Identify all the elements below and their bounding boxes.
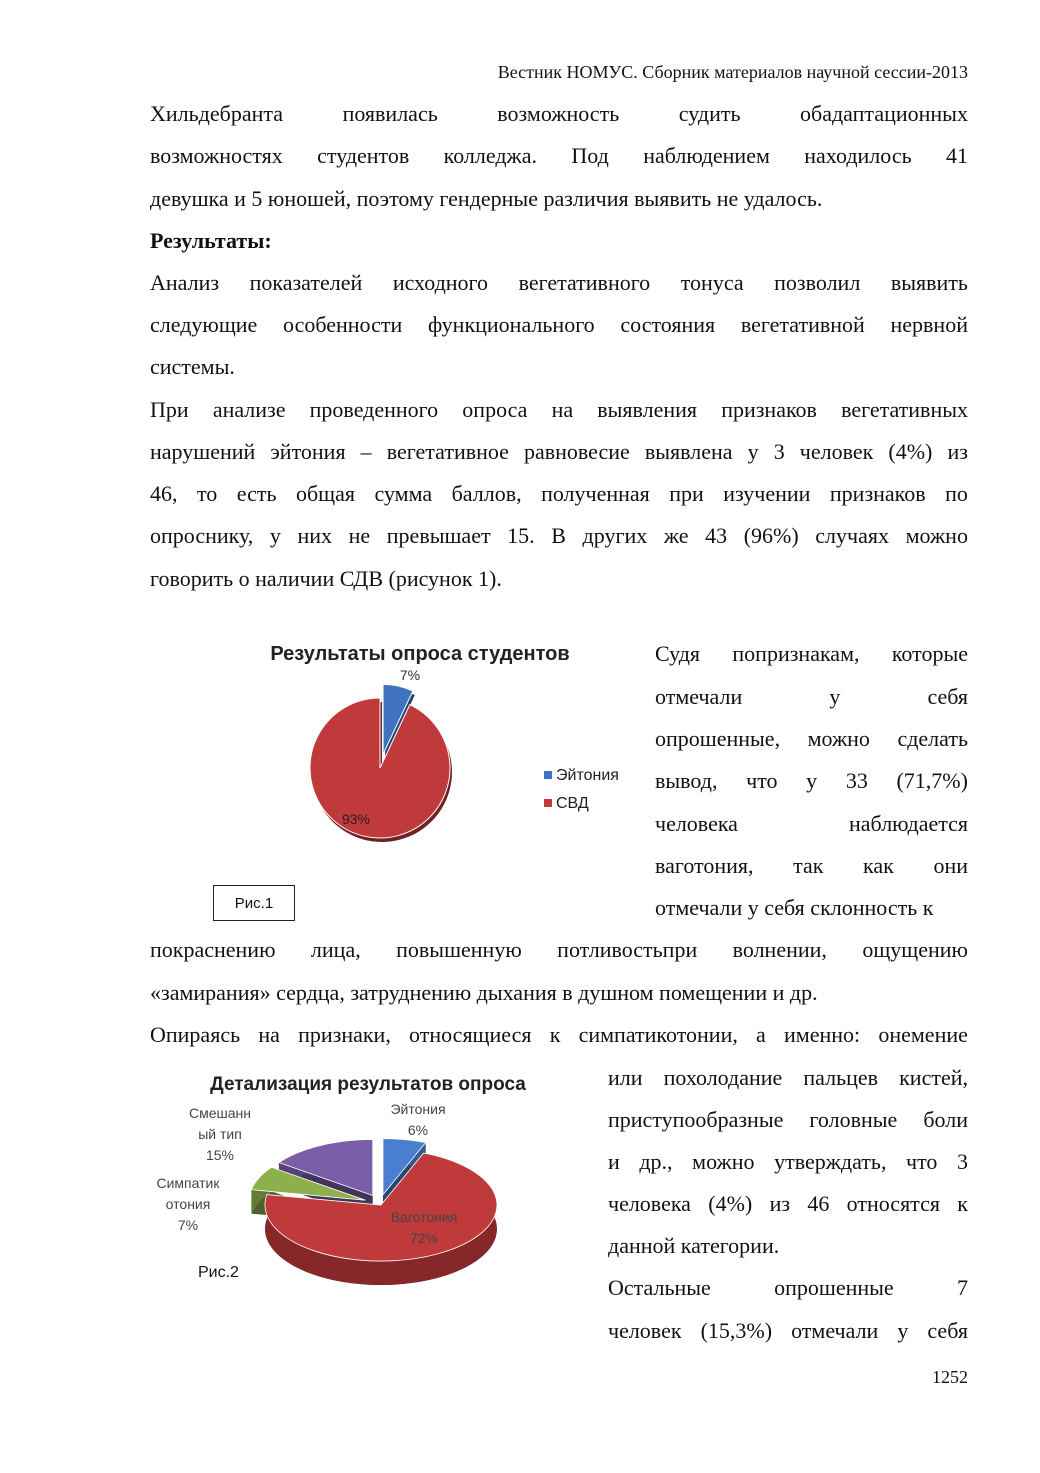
word: из xyxy=(769,1191,791,1216)
word: признаков xyxy=(829,481,926,506)
legend-swatch xyxy=(544,771,552,779)
word: повышенную xyxy=(396,937,522,962)
text-line xyxy=(150,937,968,963)
word: именно: xyxy=(784,1022,861,1047)
word: вегетативное xyxy=(386,439,509,464)
word: ощущению xyxy=(862,937,968,962)
word: Опираясь xyxy=(150,1022,241,1047)
word: Анализ xyxy=(150,270,220,295)
word: признаков xyxy=(721,397,817,422)
word: превышает xyxy=(386,523,491,548)
text-line xyxy=(655,641,968,667)
word: полученная xyxy=(541,481,650,506)
word: опрошенные, xyxy=(655,726,781,751)
word: других xyxy=(582,523,648,548)
word: возможность xyxy=(497,101,620,126)
word: покраснению xyxy=(150,937,276,962)
word: 46 xyxy=(807,1191,830,1216)
word: находилось xyxy=(804,143,912,168)
word: приступообразные xyxy=(608,1107,784,1132)
word: вегетативного xyxy=(518,270,651,295)
text-line xyxy=(150,439,968,465)
word: у xyxy=(747,439,759,464)
word: а xyxy=(756,1022,766,1047)
data-label: Эйтония 6% xyxy=(390,1101,446,1138)
word: студентов xyxy=(317,143,410,168)
word: отмечали xyxy=(655,684,743,709)
word: волнении, xyxy=(732,937,827,962)
word: или xyxy=(608,1065,643,1090)
word: (4%) xyxy=(888,439,933,464)
word: позволил xyxy=(774,270,861,295)
word: не xyxy=(348,523,371,548)
running-header: Вестник НОМУС. Сборник материалов научной сессии-2013 xyxy=(497,62,968,82)
text-line: отмечали у себя склонность к xyxy=(655,895,934,920)
word: выявить xyxy=(890,270,968,295)
word: человека xyxy=(608,1191,691,1216)
word: ваготония, xyxy=(655,853,754,878)
word: – xyxy=(360,439,372,464)
word: у xyxy=(897,1318,909,1343)
legend-swatch xyxy=(544,799,552,807)
text-line xyxy=(608,1065,968,1091)
data-label: 7% xyxy=(399,667,421,683)
word: обадаптационных xyxy=(800,101,968,126)
text-line xyxy=(150,143,968,169)
word: они xyxy=(933,853,968,878)
figure-2-caption: Рис.2 xyxy=(198,1264,239,1281)
page-number: 1252 xyxy=(932,1367,968,1387)
text-line: «замирания» сердца, затруднению дыхания в душном помещении и др. xyxy=(150,980,818,1005)
word: к xyxy=(549,1022,561,1047)
word: признаки, xyxy=(298,1022,391,1047)
word: можно xyxy=(692,1149,755,1174)
pie-slice xyxy=(310,698,450,838)
text-line xyxy=(608,1318,968,1344)
word: эйтония xyxy=(270,439,346,464)
word: (4%) xyxy=(708,1191,753,1216)
word: кистей, xyxy=(899,1065,968,1090)
word: следующие xyxy=(150,312,258,337)
word: то xyxy=(196,481,218,506)
word: Хильдебранта xyxy=(150,101,284,126)
word: что xyxy=(906,1149,938,1174)
word: 7 xyxy=(957,1275,968,1300)
word: относятся xyxy=(846,1191,940,1216)
text-line xyxy=(608,1275,968,1301)
word: сделать xyxy=(897,726,968,751)
data-label: Ваготония 72% xyxy=(390,1209,458,1246)
text-line xyxy=(150,101,968,127)
word: изучении xyxy=(723,481,811,506)
word: 43 xyxy=(705,523,728,548)
word: 3 xyxy=(957,1149,968,1174)
word: сумма xyxy=(374,481,433,506)
word: по xyxy=(945,481,968,506)
word: и xyxy=(608,1149,620,1174)
word: тонуса xyxy=(680,270,744,295)
word: утверждать, xyxy=(774,1149,887,1174)
text-line: Результаты: xyxy=(150,228,272,253)
word: можно xyxy=(905,523,968,548)
word: Судя xyxy=(655,641,701,666)
word: вегетативной xyxy=(740,312,865,337)
legend-label: Эйтония xyxy=(556,767,619,784)
word: возможностях xyxy=(150,143,283,168)
word: при xyxy=(669,481,704,506)
data-label: Симпатик отония 7% xyxy=(156,1175,220,1233)
word: пальцев xyxy=(803,1065,879,1090)
word: опроснику, xyxy=(150,523,254,548)
word: головные xyxy=(809,1107,898,1132)
word: которые xyxy=(891,641,968,666)
text-line xyxy=(150,312,968,338)
word: проведенного xyxy=(309,397,439,422)
text-line: девушка и 5 юношей, поэтому гендерные различия выявить не удалось. xyxy=(150,186,823,211)
word: себя xyxy=(927,1318,968,1343)
word: наблюдается xyxy=(849,811,968,836)
word: опрошенные xyxy=(774,1275,894,1300)
word: судить xyxy=(678,101,741,126)
text-line: системы. xyxy=(150,354,235,379)
word: случаях xyxy=(815,523,889,548)
word: вегетативных xyxy=(841,397,968,422)
word: (96%) xyxy=(743,523,799,548)
word: боли xyxy=(923,1107,968,1132)
figure-1-chart xyxy=(250,636,630,876)
word: к xyxy=(957,1191,968,1216)
text-line xyxy=(655,684,968,710)
figure-1-caption: Рис.1 xyxy=(213,885,295,921)
word: у xyxy=(269,523,281,548)
word: нарушений xyxy=(150,439,256,464)
text-line xyxy=(608,1191,968,1217)
data-label: 93% xyxy=(341,811,371,827)
word: на xyxy=(258,1022,280,1047)
legend-label: СВД xyxy=(556,795,589,812)
text-line xyxy=(150,270,968,296)
word: равновесие xyxy=(524,439,630,464)
word: выявлена xyxy=(644,439,733,464)
text-line xyxy=(150,397,968,423)
word: анализе xyxy=(212,397,286,422)
word: 15. xyxy=(507,523,535,548)
word: похолодание xyxy=(663,1065,783,1090)
word: есть xyxy=(236,481,277,506)
word: потливостьпри xyxy=(557,937,698,962)
word: себя xyxy=(927,684,968,709)
word: 46, xyxy=(150,481,178,506)
text-line xyxy=(655,768,968,794)
word: (71,7%) xyxy=(896,768,968,793)
word: наблюдением xyxy=(643,143,770,168)
word: появилась xyxy=(342,101,438,126)
word: 41 xyxy=(946,143,968,168)
word: др., xyxy=(639,1149,673,1174)
word: на xyxy=(551,397,574,422)
word: нервной xyxy=(890,312,968,337)
word: 33 xyxy=(845,768,868,793)
word: 3 xyxy=(773,439,785,464)
word: у xyxy=(829,684,841,709)
word: что xyxy=(746,768,778,793)
word: них xyxy=(297,523,333,548)
word: как xyxy=(863,853,894,878)
word: особенности xyxy=(283,312,403,337)
word: у xyxy=(806,768,818,793)
word: Под xyxy=(571,143,609,168)
word: показателей xyxy=(249,270,363,295)
text-line xyxy=(150,481,968,507)
text-line: данной категории. xyxy=(608,1233,780,1258)
text-line xyxy=(655,853,968,879)
word: (15,3%) xyxy=(700,1318,773,1343)
word: относящиеся xyxy=(409,1022,532,1047)
word: При xyxy=(150,397,189,422)
word: же xyxy=(663,523,689,548)
word: человек xyxy=(608,1318,682,1343)
word: выявления xyxy=(597,397,698,422)
word: онемение xyxy=(878,1022,968,1047)
word: В xyxy=(551,523,566,548)
word: состояния xyxy=(620,312,716,337)
data-label: Смешанн ый тип 15% xyxy=(188,1105,252,1163)
word: симпатикотонии, xyxy=(578,1022,738,1047)
word: попризнакам, xyxy=(732,641,860,666)
word: лица, xyxy=(310,937,361,962)
text-line xyxy=(150,1022,968,1048)
text-line xyxy=(608,1107,968,1133)
chart-1-title: Результаты опроса студентов xyxy=(270,643,570,665)
word: исходного xyxy=(392,270,489,295)
word: из xyxy=(947,439,968,464)
word: баллов, xyxy=(451,481,522,506)
word: опроса xyxy=(462,397,528,422)
text-line: говорить о наличии СДВ (рисунок 1). xyxy=(150,566,502,591)
text-line xyxy=(655,811,968,837)
word: человека xyxy=(655,811,738,836)
text-line xyxy=(655,726,968,752)
word: Остальные xyxy=(608,1275,711,1300)
chart-2-title: Детализация результатов опроса xyxy=(210,1074,526,1095)
word: вывод, xyxy=(655,768,718,793)
word: общая xyxy=(295,481,355,506)
word: человек xyxy=(799,439,874,464)
word: можно xyxy=(807,726,870,751)
text-line xyxy=(150,523,968,549)
word: функционального xyxy=(427,312,595,337)
word: колледжа. xyxy=(443,143,538,168)
word: так xyxy=(793,853,824,878)
figure-2-chart xyxy=(148,1064,548,1294)
word: отмечали xyxy=(791,1318,879,1343)
text-line xyxy=(608,1149,968,1175)
